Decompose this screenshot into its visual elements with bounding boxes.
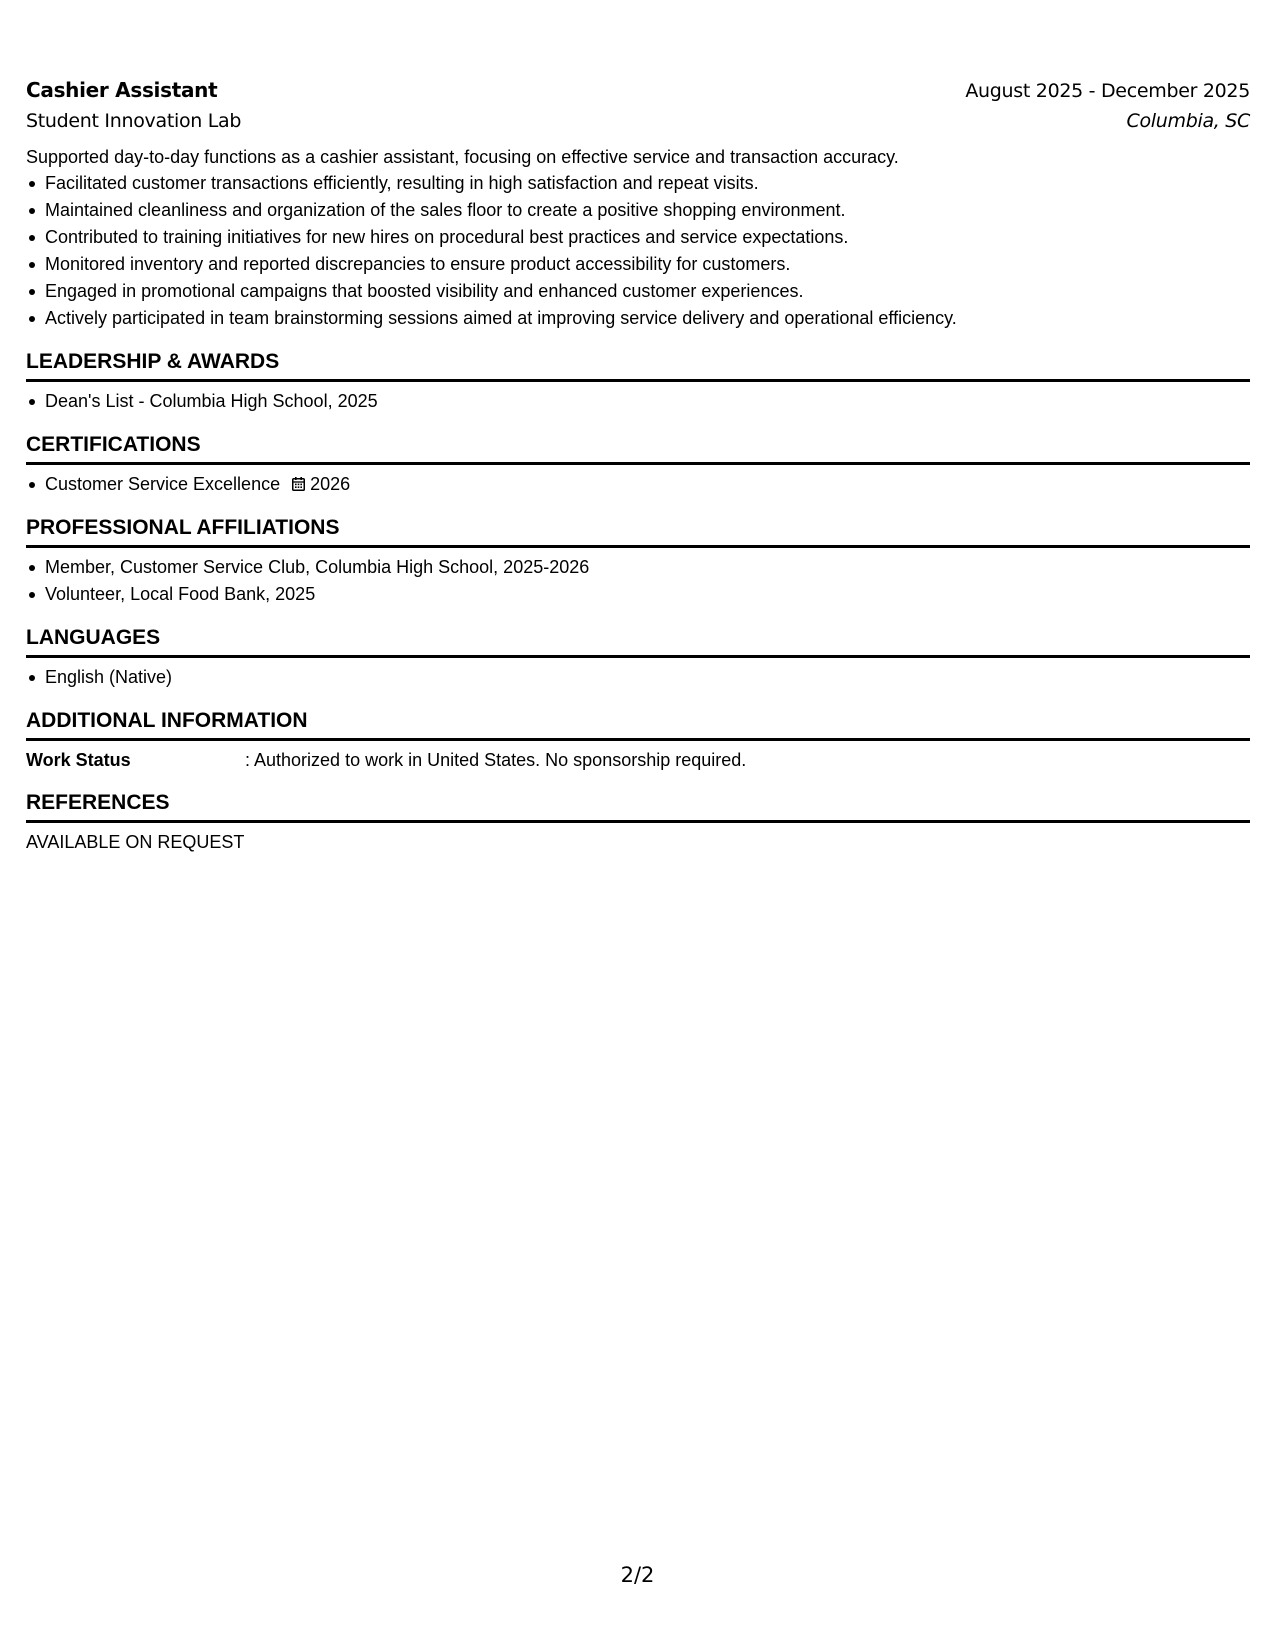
affiliations-list <box>26 554 1250 608</box>
list-item: English (Native) <box>26 664 1250 691</box>
list-item: Dean's List - Columbia High School, 2025 <box>26 388 1250 415</box>
certification-year: 2026 <box>310 474 351 494</box>
section-heading: REFERENCES <box>26 789 1250 823</box>
certification-name: Customer Service Excellence <box>45 474 281 494</box>
job-summary: Supported day-to-day functions as a cashier assistant, focusing on effective service and transaction accuracy. <box>26 147 899 167</box>
list-item: Engaged in promotional campaigns that boosted visibility and enhanced customer experiences. <box>26 278 1250 305</box>
languages-section <box>26 624 1250 691</box>
list-item: Actively participated in team brainstorming sessions aimed at improving service delivery and operational efficiency. <box>26 305 1250 332</box>
job-bullets <box>26 170 1250 332</box>
list-item <box>26 471 1250 498</box>
calendar-icon <box>292 472 305 486</box>
references-section <box>26 789 1250 855</box>
list-item: Monitored inventory and reported discrepancies to ensure product accessibility for customers. <box>26 251 1250 278</box>
additional-info-section <box>26 707 1250 773</box>
list-item: Facilitated customer transactions efficiently, resulting in high satisfaction and repeat visits. <box>26 170 1250 197</box>
leadership-section <box>26 348 1250 415</box>
work-status-row <box>26 747 1250 773</box>
page-number: 2/2 <box>620 1563 655 1587</box>
section-heading: CERTIFICATIONS <box>26 431 1250 465</box>
list-item: Contributed to training initiatives for new hires on procedural best practices and service expectations. <box>26 224 1250 251</box>
section-heading: PROFESSIONAL AFFILIATIONS <box>26 514 1250 548</box>
resume-page <box>26 78 1250 855</box>
section-heading: LEADERSHIP & AWARDS <box>26 348 1250 382</box>
job-company: Student Innovation Lab <box>26 110 242 132</box>
languages-list <box>26 664 1250 691</box>
work-status-label: Work Status <box>26 750 131 770</box>
job-location: Columbia, SC <box>1126 110 1250 132</box>
job-subheader <box>26 110 1250 142</box>
certifications-list <box>26 471 1250 498</box>
affiliations-section <box>26 514 1250 608</box>
section-heading: LANGUAGES <box>26 624 1250 658</box>
job-header <box>26 78 1250 110</box>
job-dates: August 2025 - December 2025 <box>965 80 1250 102</box>
work-status-value: : Authorized to work in United States. No sponsorship required. <box>245 750 747 770</box>
leadership-list <box>26 388 1250 415</box>
section-heading: ADDITIONAL INFORMATION <box>26 707 1250 741</box>
certifications-section <box>26 431 1250 498</box>
list-item: Member, Customer Service Club, Columbia High School, 2025-2026 <box>26 554 1250 581</box>
job-title: Cashier Assistant <box>26 78 218 102</box>
list-item: Volunteer, Local Food Bank, 2025 <box>26 581 1250 608</box>
references-text: AVAILABLE ON REQUEST <box>26 832 245 852</box>
experience-entry <box>26 78 1250 332</box>
list-item: Maintained cleanliness and organization of the sales floor to create a positive shopping environment. <box>26 197 1250 224</box>
